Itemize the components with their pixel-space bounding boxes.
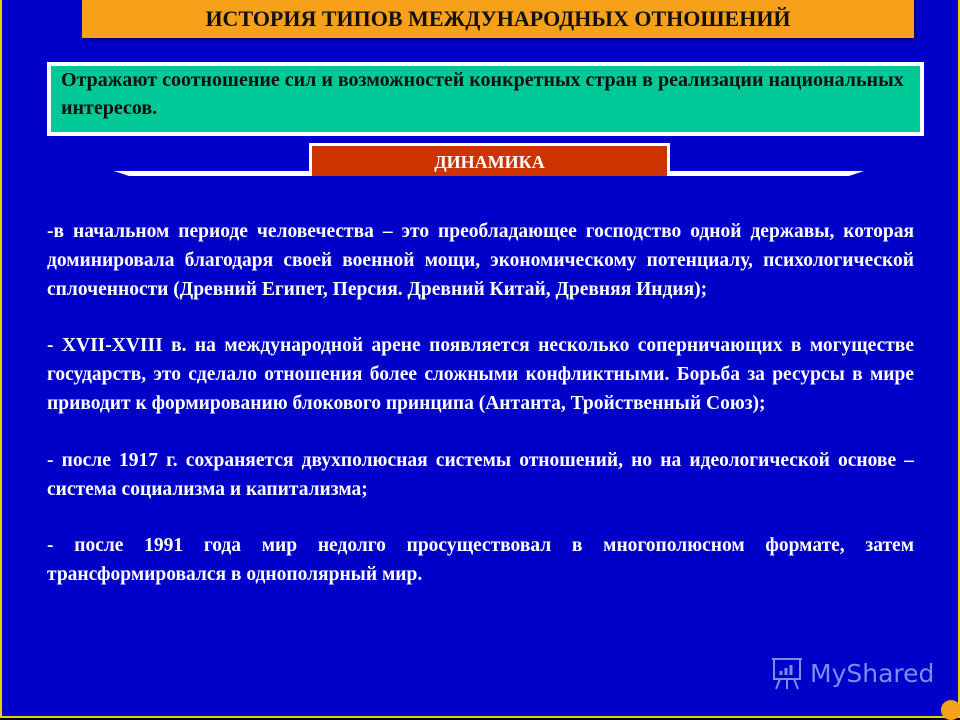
watermark-text: MyShared — [810, 658, 935, 688]
definition-box: Отражают соотношение сил и возможностей конкретных стран в реализации национальных интересов. — [47, 62, 924, 136]
section-label: ДИНАМИКА — [309, 143, 670, 176]
paragraph: -в начальном периоде человечества – это преобладающее господство одной державы, которая доминировала благодаря своей военной мощи, экономическому потенциалу, психологической сплоченности (Древний Египет, Персия. Древний Китай, Древняя Индия); — [47, 221, 914, 300]
decorative-dot — [941, 700, 960, 720]
body-text — [47, 218, 914, 618]
paragraph: - после 1917 г. сохраняется двухполюсная системы отношений, но на идеологической основе – система социализма и капитализма; — [47, 449, 914, 500]
paragraph: - после 1991 года мир недолго просуществовал в многополюсном формате, затем трансформировался в однополярный мир. — [47, 535, 914, 586]
paragraph: - XVII-XVIII в. на международной арене появляется несколько соперничающих в могуществе государств, это сделало отношения более сложными конфликтными. Борьба за ресурсы в мире приводит к формированию блокового принципа (Антанта, Тройственный Союз); — [47, 335, 914, 414]
presentation-board-icon — [770, 655, 804, 691]
watermark — [770, 655, 934, 691]
slide-title: ИСТОРИЯ ТИПОВ МЕЖДУНАРОДНЫХ ОТНОШЕНИЙ — [82, 0, 914, 38]
